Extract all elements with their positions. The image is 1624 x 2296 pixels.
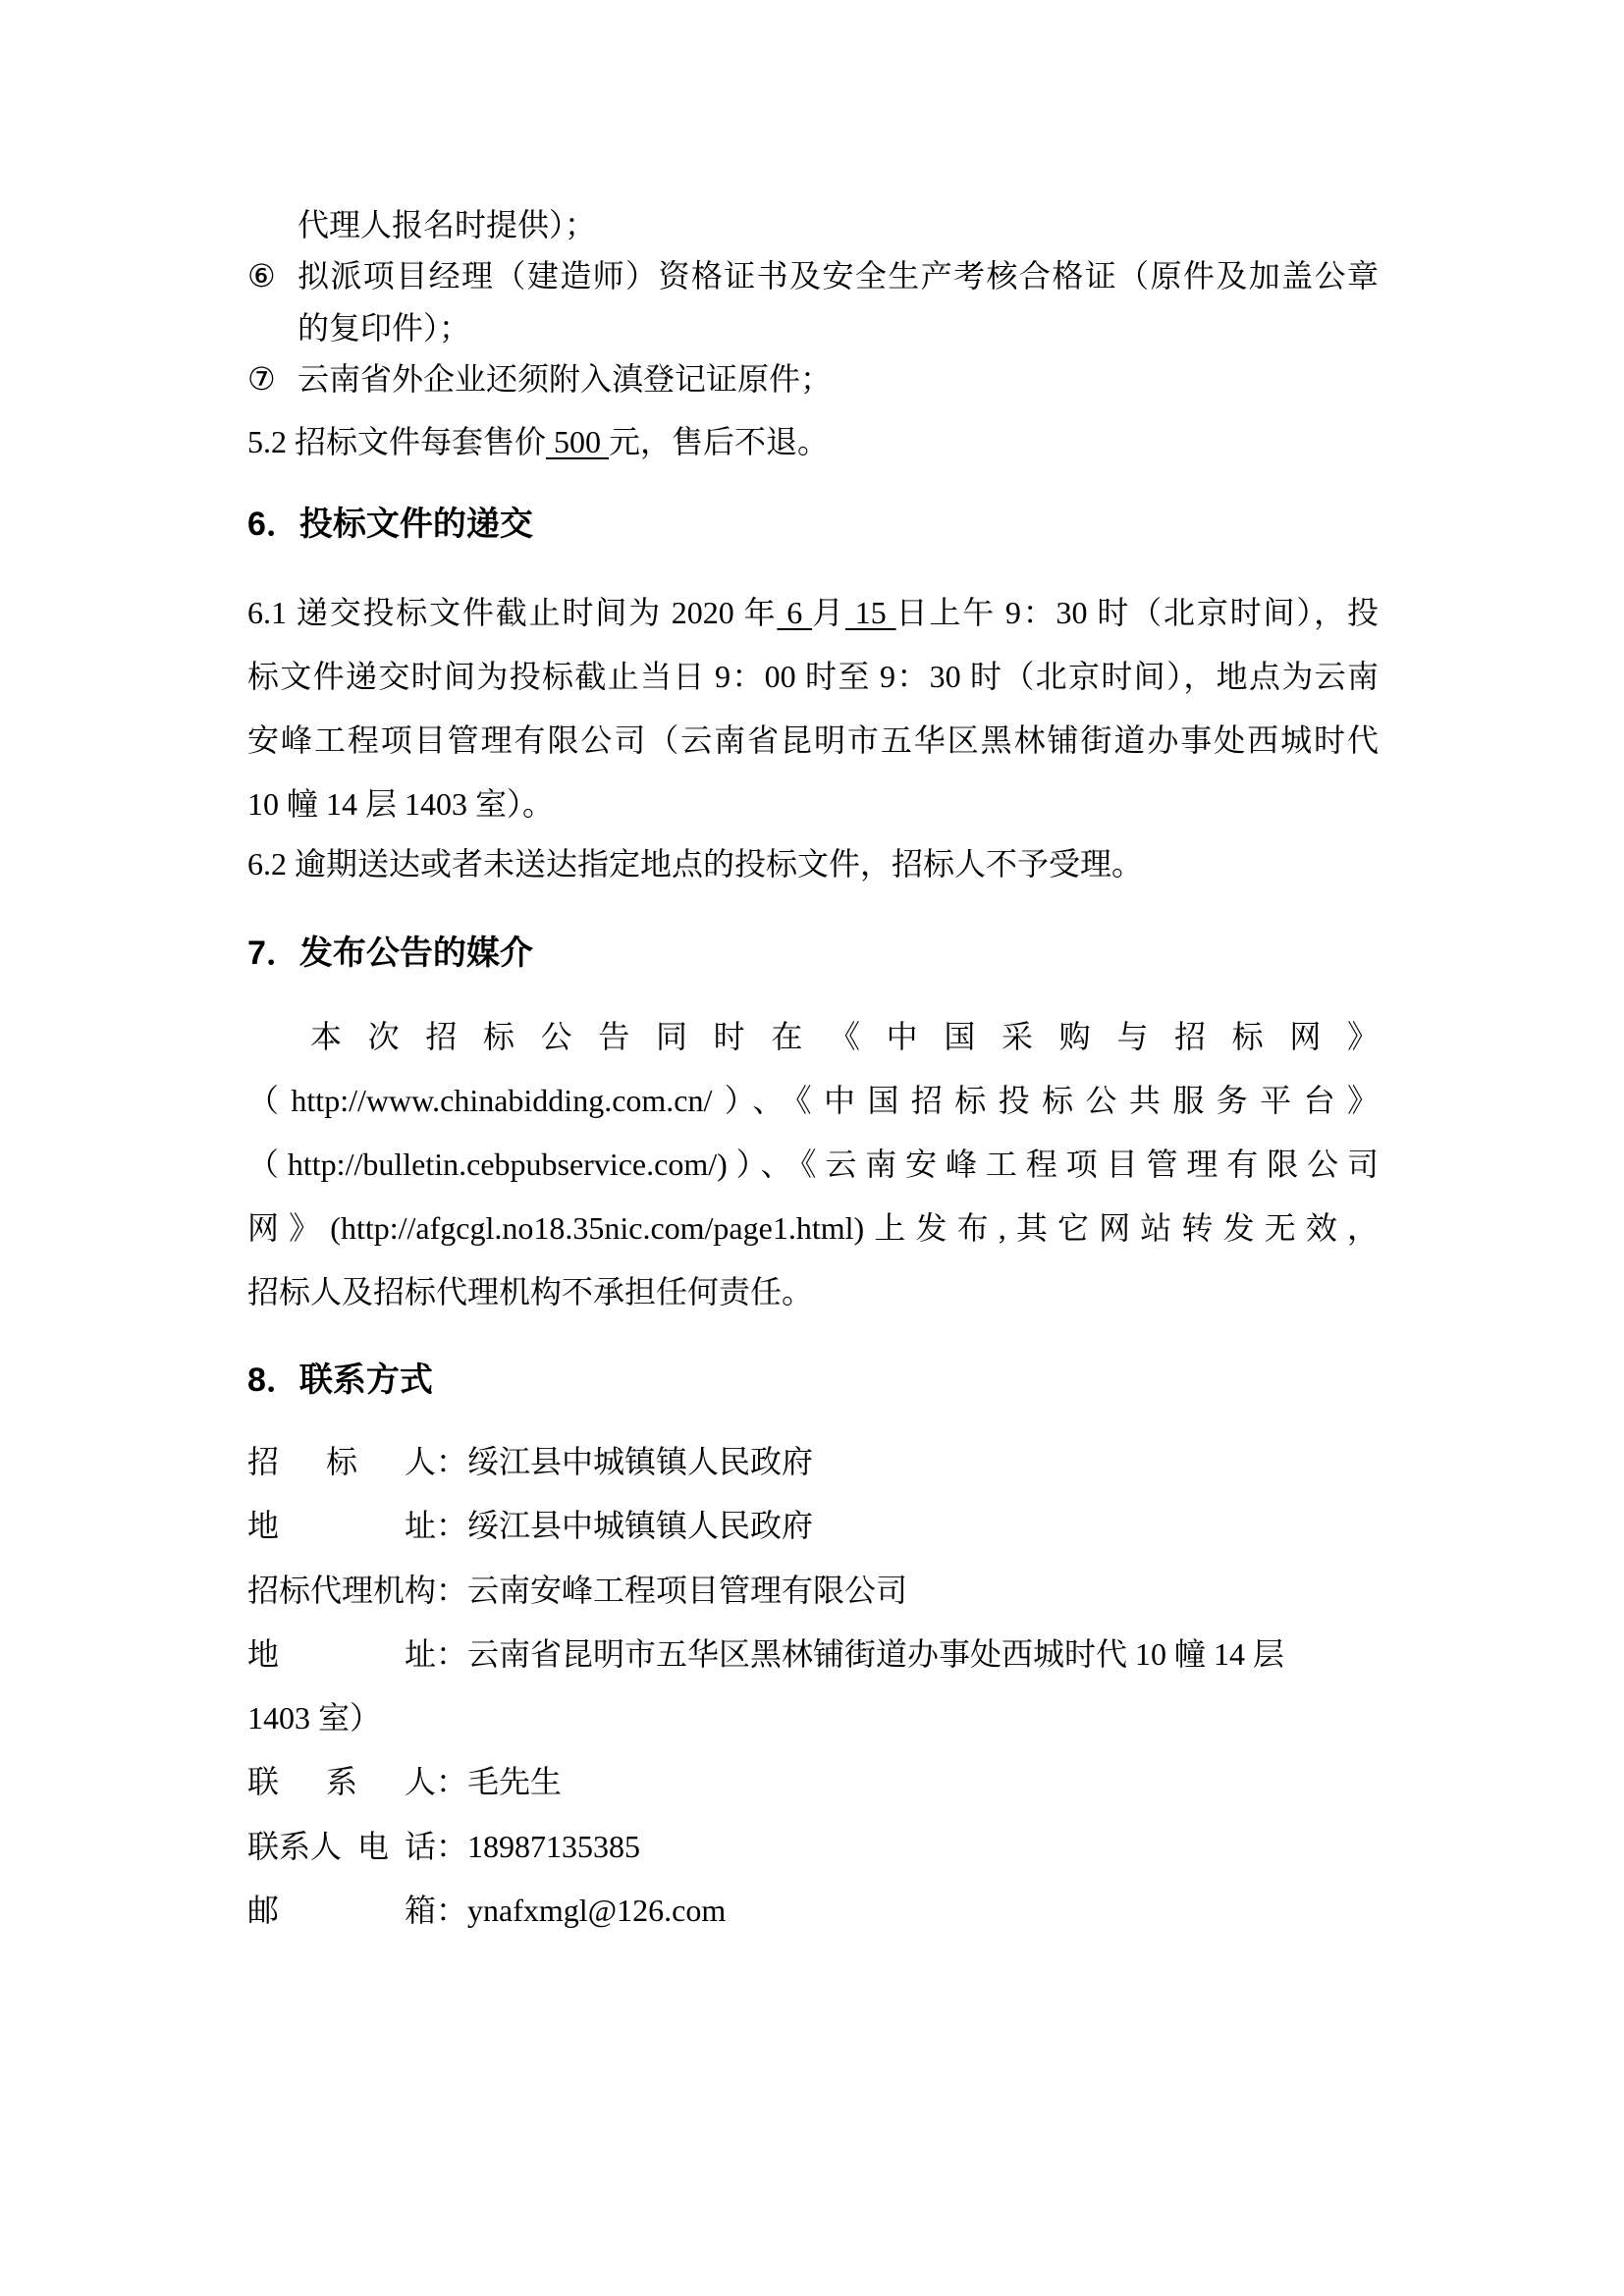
contact-row-agency-address (247, 1623, 1379, 1686)
list-continuation-line (247, 199, 1379, 250)
day-underlined: 15 (844, 595, 896, 630)
text-segment: 元，售后不退。 (609, 424, 830, 459)
contact-row-person (247, 1750, 1379, 1814)
contact-value: 绥江县中城镇镇人民政府 (467, 1508, 814, 1544)
contact-label (247, 1430, 436, 1494)
paragraph-6-2: 6.2 逾期送达或者未送达指定地点的投标文件，招标人不予受理。 (247, 846, 1144, 881)
text-line: 网》(http://afgcgl.no18.35nic.com/page1.html)上发布,其它网站转发无效， (247, 1210, 1379, 1246)
text-line: 10 幢 14 层 1403 室）。 (247, 786, 555, 822)
label-segment: 电 (356, 1828, 389, 1864)
label-segment: 址 (404, 1508, 436, 1544)
list-item-7 (247, 353, 1379, 404)
label-segment: 系 (325, 1764, 357, 1800)
label-segment: 址 (404, 1635, 436, 1672)
text-segment: 日上午 9：30 时（北京时间），投 (895, 595, 1379, 630)
label-segment: 地 (247, 1635, 280, 1672)
contact-row-tenderee-address (247, 1494, 1379, 1558)
label-colon: ： (436, 1635, 468, 1672)
label-segment: 联系人 (247, 1828, 343, 1864)
text-line: （http://bulletin.cebpubservice.com/)）、《云南安峰工程项目管理有限公司 (247, 1147, 1379, 1182)
text-segment: 拟派项目经理（建造师）资格证书及安全生产考核合格证（原件及加盖公章 (298, 258, 1379, 294)
text-line: 安峰工程项目管理有限公司（云南省昆明市五华区黑林铺街道办事处西城时代 (247, 722, 1379, 758)
list-item-6-line-2 (247, 302, 1379, 353)
contact-label (247, 1879, 436, 1943)
text-line (247, 581, 1379, 645)
text-segment: 的复印件）； (298, 309, 471, 346)
contact-label (247, 1494, 436, 1558)
contact-row-email (247, 1879, 1379, 1943)
contact-label (247, 1559, 436, 1623)
list-block (247, 199, 1379, 404)
contact-row-phone (247, 1815, 1379, 1879)
contact-block (247, 1430, 1379, 1943)
text-segment: 云南省外企业还须附入滇登记证原件； (298, 360, 833, 397)
label-segment: 地 (247, 1508, 280, 1544)
label-colon: ： (436, 1764, 468, 1800)
label-segment: 联 (247, 1764, 280, 1800)
item-6-marker: ⑥ (247, 258, 276, 294)
label-colon: ： (436, 1508, 468, 1544)
label-colon: ： (436, 1444, 468, 1479)
label-segment: 邮 (247, 1893, 280, 1929)
text-segment: 代理人报名时提供）； (298, 207, 597, 242)
contact-value: 18987135385 (467, 1828, 641, 1864)
label-segment: 标 (325, 1444, 357, 1479)
contact-label (247, 1623, 436, 1686)
contact-value: 毛先生 (467, 1764, 563, 1800)
section-8-heading: 8．联系方式 (247, 1362, 433, 1399)
paragraph-6-1 (247, 581, 1379, 836)
text-line: 招标人及招标代理机构不承担任何责任。 (247, 1274, 814, 1309)
contact-value: 云南省昆明市五华区黑林铺街道办事处西城时代 10 幢 14 层 (467, 1635, 1285, 1672)
month-underlined: 6 (777, 595, 813, 630)
label-segment: 人 (404, 1444, 436, 1479)
label-segment: 人 (404, 1764, 436, 1800)
label-colon: ： (436, 1828, 468, 1864)
text-line: （http://www.chinabidding.com.cn/）、《中国招标投标公共服务平台》 (247, 1083, 1379, 1118)
label-segment: 招 (247, 1444, 280, 1479)
contact-value: 绥江县中城镇镇人民政府 (467, 1444, 814, 1479)
label-segment: 招标代理机构 (247, 1572, 437, 1608)
section-7-heading: 7．发布公告的媒介 (247, 934, 533, 972)
price-underlined: 500 (546, 424, 610, 459)
clause-5-2 (247, 410, 1379, 474)
label-colon: ： (436, 1572, 468, 1608)
contact-row-tenderee (247, 1430, 1379, 1494)
item-7-marker: ⑦ (247, 360, 276, 397)
contact-row-agency (247, 1559, 1379, 1623)
contact-value: ynafxmgl@126.com (467, 1893, 727, 1929)
contact-row-address-continuation: 1403 室） (247, 1700, 382, 1736)
label-segment: 话 (404, 1828, 436, 1864)
label-segment: 箱 (404, 1893, 436, 1929)
section-6-heading: 6．投标文件的递交 (247, 506, 533, 543)
contact-label (247, 1815, 436, 1879)
contact-value: 云南安峰工程项目管理有限公司 (467, 1572, 908, 1608)
text-line: 标文件递交时间为投标截止当日 9：00 时至 9：30 时（北京时间），地点为云南 (247, 659, 1379, 694)
paragraph-7 (247, 1005, 1379, 1324)
text-segment: 月 (812, 595, 845, 630)
text-segment: 5.2 招标文件每套售价 (247, 424, 547, 459)
label-colon: ： (436, 1893, 468, 1929)
contact-label (247, 1750, 436, 1814)
list-item-6-line-1 (247, 250, 1379, 301)
text-line: 本次招标公告同时在《中国采购与招标网》 (310, 1019, 1379, 1054)
text-segment: 6.1 递交投标文件截止时间为 2020 年 (247, 595, 778, 630)
